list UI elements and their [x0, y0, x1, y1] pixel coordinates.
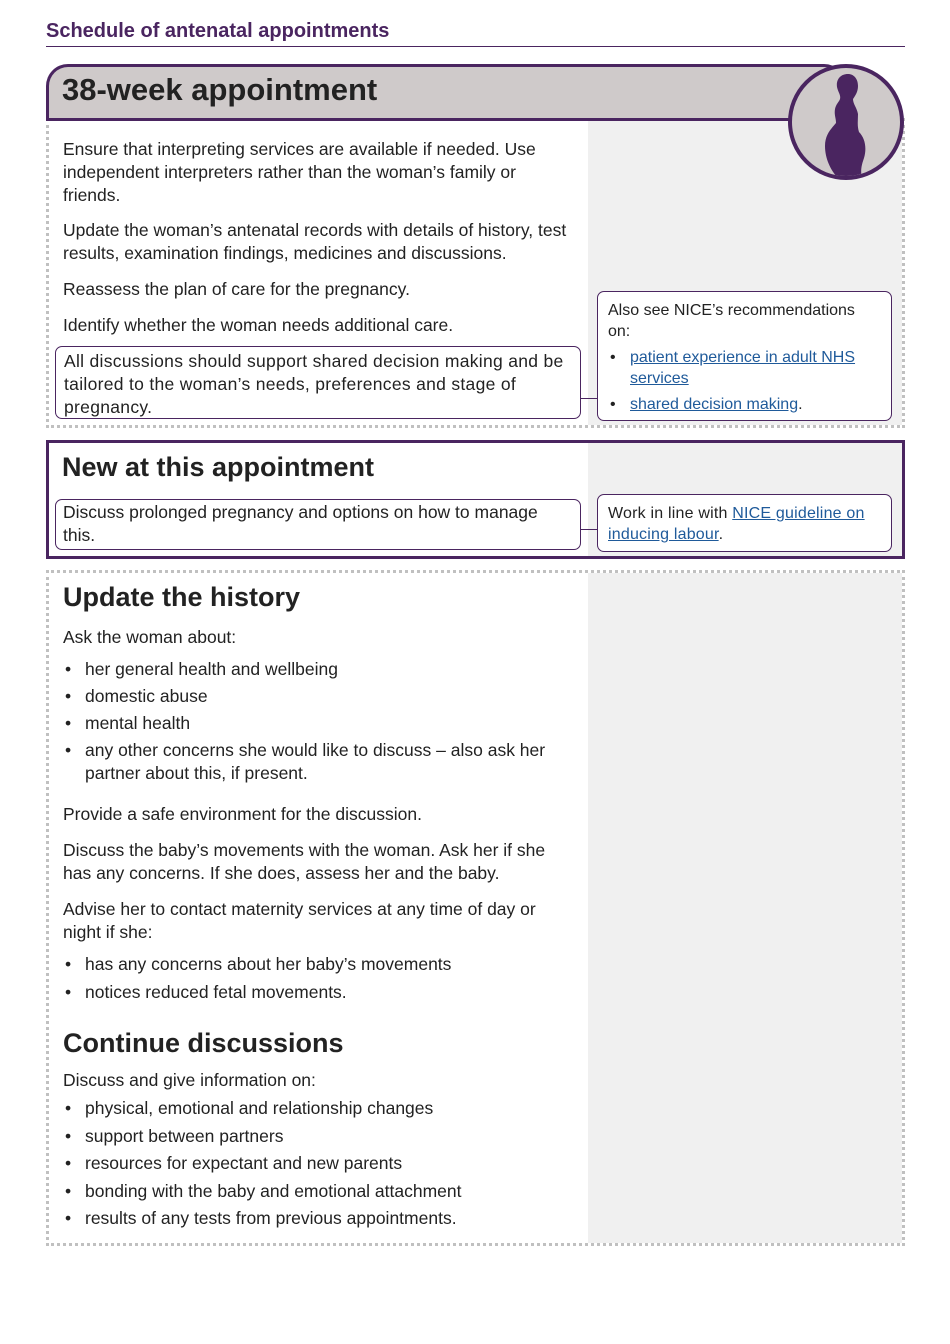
new-item: Discuss prolonged pregnancy and options on how to manage this. [63, 502, 538, 545]
shared-decision-making-link[interactable]: shared decision making [630, 396, 799, 413]
intro-paragraph: Identify whether the woman needs additional care. [63, 315, 454, 335]
nice-recommendations-box [597, 291, 892, 421]
note-suffix: . [718, 526, 724, 543]
new-at-appointment-heading: New at this appointment [62, 452, 375, 482]
pregnant-woman-silhouette-icon [788, 64, 904, 180]
list-item: • notices reduced fetal movements. [63, 981, 573, 1004]
appointment-title: 38-week appointment [62, 72, 378, 107]
update-history-heading: Update the history [63, 582, 301, 612]
history-side-column [588, 573, 902, 1243]
title-rule [46, 46, 905, 47]
inducing-labour-link[interactable]: NICE guideline on inducing labour [608, 505, 865, 543]
advise-intro: Advise her to contact maternity services at any time of day or night if she: [63, 899, 536, 942]
patient-experience-link[interactable]: patient experience in adult NHS services [630, 349, 856, 387]
discuss-list [63, 1097, 573, 1230]
list-item: • resources for expectant and new parents [63, 1152, 573, 1175]
discuss-intro: Discuss and give information on: [63, 1070, 316, 1090]
list-item: • support between partners [63, 1125, 573, 1148]
continue-discussions-heading: Continue discussions [63, 1028, 344, 1058]
intro-paragraph: Update the woman’s antenatal records with details of history, test results, examination findings, medicines and discussions. [63, 220, 567, 263]
new-item-box [55, 499, 581, 550]
baby-movements: Discuss the baby’s movements with the woman. Ask her if she has any concerns. If she does, assess her and the baby. [63, 840, 546, 883]
history-content [63, 582, 573, 1230]
intro-paragraph: Reassess the plan of care for the pregnancy. [63, 279, 410, 299]
ask-intro: Ask the woman about: [63, 627, 237, 647]
inducing-labour-note [608, 503, 881, 545]
page-title: Schedule of antenatal appointments [46, 20, 390, 42]
appointment-header-underline [46, 118, 856, 121]
list-item: • her general health and wellbeing [63, 658, 573, 681]
appointment-intro [63, 138, 573, 337]
list-item: • physical, emotional and relationship changes [63, 1097, 573, 1120]
nice-box-intro: Also see NICE’s recommendations on: [608, 302, 855, 340]
list-item: • any other concerns she would like to discuss – also ask her partner about this, if present. [63, 739, 573, 785]
nice-link-item [608, 394, 881, 415]
ask-list [63, 658, 573, 785]
inducing-labour-box [597, 494, 892, 552]
list-item: • has any concerns about her baby’s movements [63, 953, 573, 976]
advise-list [63, 953, 573, 1004]
list-item: • bonding with the baby and emotional attachment [63, 1180, 573, 1203]
intro-paragraph: Ensure that interpreting services are available if needed. Use independent interpreters rather than the woman’s family or friends. [63, 139, 536, 205]
shared-decision-note-box [55, 346, 581, 419]
list-item: • results of any tests from previous appointments. [63, 1207, 573, 1230]
link-suffix: . [798, 396, 803, 413]
list-item: • domestic abuse [63, 685, 573, 708]
list-item: • mental health [63, 712, 573, 735]
nice-link-item [608, 347, 881, 389]
note-prefix: Work in line with [608, 505, 733, 522]
shared-decision-note: All discussions should support shared decision making and be tailored to the woman’s needs, preferences and stage of pregnancy. [64, 351, 564, 417]
safe-environment: Provide a safe environment for the discussion. [63, 804, 422, 824]
